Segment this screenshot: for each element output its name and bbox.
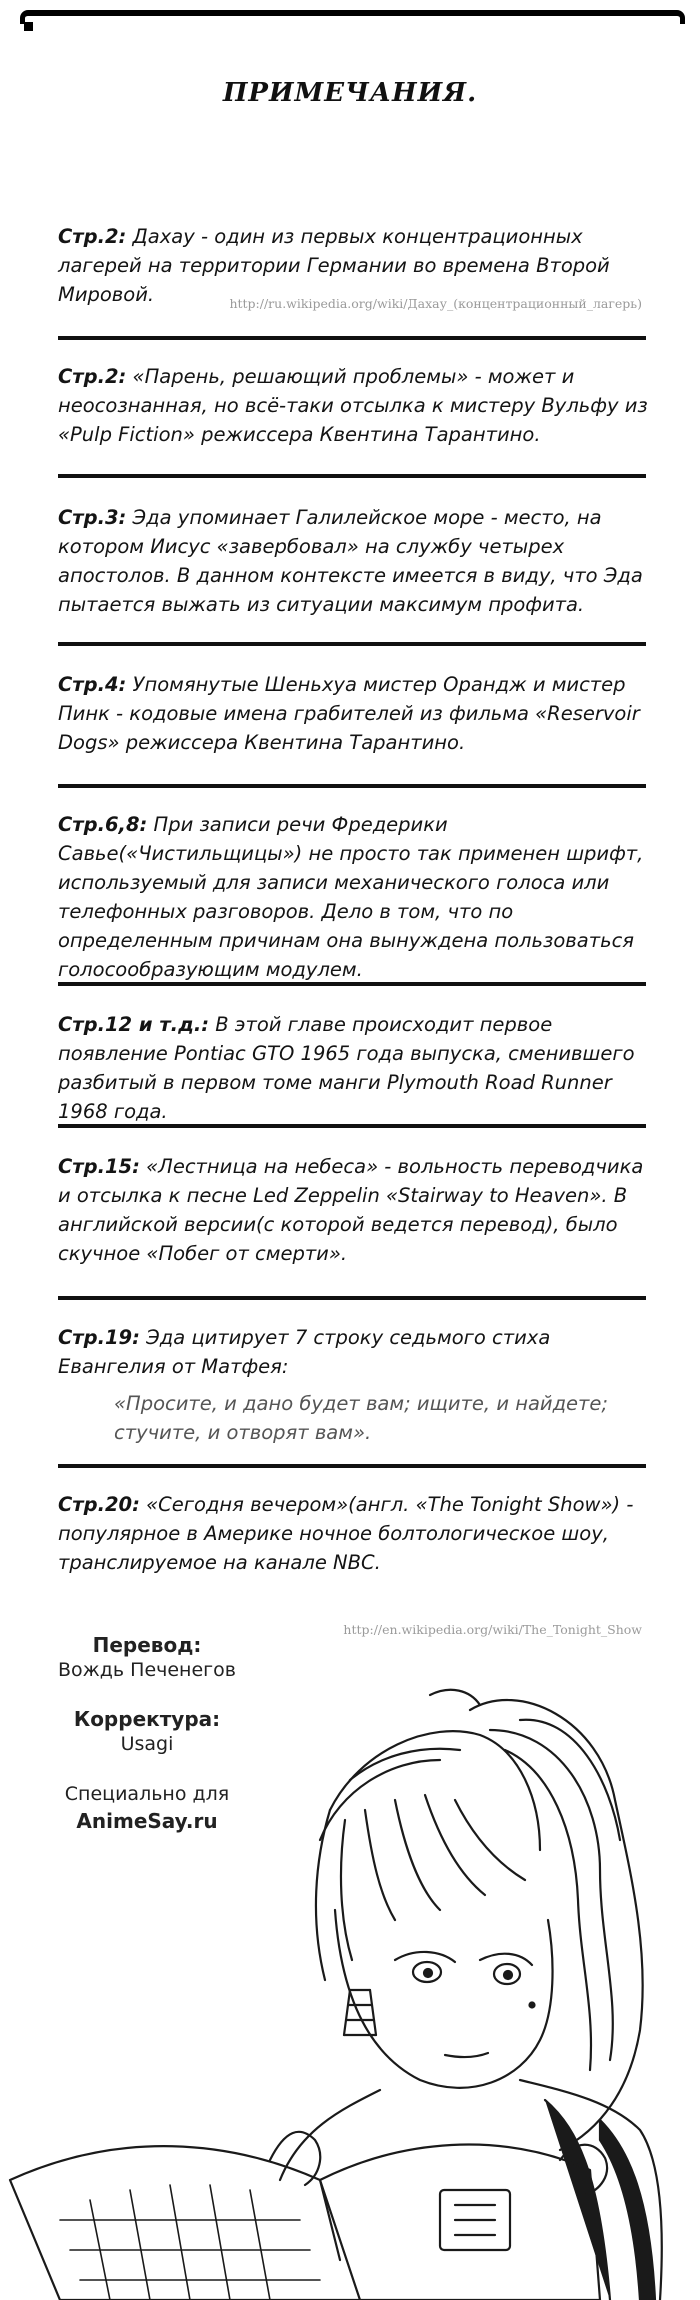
separator <box>58 1124 646 1128</box>
special-for-label: Специально для <box>64 1783 230 1805</box>
face <box>335 1910 553 2088</box>
note-ref: Стр.2: <box>58 225 127 248</box>
separator <box>58 336 646 340</box>
note-text: «Сегодня вечером»(англ. «The Tonight Show») - популярное в Америке ночное болтологическое шоу, транслируемое на канале NBC. <box>58 1493 634 1574</box>
page-title: ПРИМЕЧАНИЯ. <box>222 78 478 108</box>
note-8 <box>58 1323 658 1447</box>
separator <box>58 982 646 986</box>
note-text: «Лестница на небеса» - вольность переводчика и отсылка к песне Led Zeppelin «Stairway to Heaven». В английской версии(с которой ведется перевод), было скучное «Побег от смерти». <box>58 1155 644 1265</box>
note-ref: Стр.20: <box>58 1493 140 1516</box>
separator <box>58 474 646 478</box>
proofreading-label: Корректура: <box>73 1707 221 1731</box>
note-2 <box>58 362 658 449</box>
manga-illustration <box>0 1660 700 2300</box>
note-3 <box>58 503 658 619</box>
separator <box>58 642 646 646</box>
note-text: При записи речи Фредерики Савье(«Чистильщицы») не просто так применен шрифт, используемый для записи механического голоса или телефонных разговоров. Дело в том, что по определенным причинам она вынуждена пользоваться голосообразующим модулем. <box>58 813 644 981</box>
separator <box>58 1464 646 1468</box>
note-ref: Стр.3: <box>58 506 127 529</box>
translation-label: Перевод: <box>92 1633 202 1657</box>
note-ref: Стр.15: <box>58 1155 140 1178</box>
ponytail <box>470 1700 643 2150</box>
note-ref: Стр.6,8: <box>58 813 148 836</box>
corner-mark <box>24 22 33 31</box>
note-text: В этой главе происходит первое появление Pontiac GTO 1965 года выпуска, сменившего разбитый в первом томе манги Plymouth Road Runner 1968 года. <box>58 1013 635 1123</box>
note-6 <box>58 1010 658 1126</box>
top-frame-border <box>20 10 685 24</box>
newspaper <box>10 2146 360 2300</box>
note-ref: Стр.2: <box>58 365 127 388</box>
site-name[interactable]: AnimeSay.ru <box>76 1809 218 1833</box>
gospel-quote: «Просите, и дано будет вам; ищите, и найдете; стучите, и отворят вам». <box>114 1392 608 1444</box>
note-text: Упомянутые Шеньхуа мистер Орандж и мистер Пинк - кодовые имена грабителей из фильма «Reservoir Dogs» режиссера Квентина Тарантино. <box>58 673 640 754</box>
note-text: «Парень, решающий проблемы» - может и неосознанная, но всё-таки отсылка к мистеру Вульфу из «Pulp Fiction» режиссера Квентина Тарантино. <box>58 365 648 446</box>
note-9 <box>58 1490 658 1577</box>
note-text: Эда цитирует 7 строку седьмого стиха Евангелия от Матфея: <box>58 1326 551 1378</box>
note-7 <box>58 1152 658 1268</box>
jacket <box>280 2090 380 2180</box>
wiki-link-tonight-show[interactable]: http://en.wikipedia.org/wiki/The_Tonight_Show <box>343 1622 642 1637</box>
proofreader-name: Usagi <box>120 1733 174 1755</box>
wiki-link-dachau[interactable]: http://ru.wikipedia.org/wiki/Дахау_(концентрационный_лагерь) <box>229 296 642 311</box>
note-4 <box>58 670 658 757</box>
separator <box>58 1296 646 1300</box>
translator-name: Вождь Печенегов <box>58 1659 236 1681</box>
note-text: Эда упоминает Галилейское море - место, на котором Иисус «завербовал» на службу четырех апостолов. В данном контексте имеется в виду, что Эда пытается выжать из ситуации максимум профита. <box>58 506 643 616</box>
note-ref: Стр.19: <box>58 1326 140 1349</box>
note-5 <box>58 810 658 984</box>
note-ref: Стр.12 и т.д.: <box>58 1013 210 1036</box>
separator <box>58 784 646 788</box>
note-ref: Стр.4: <box>58 673 127 696</box>
note-text: Дахау - один из первых концентрационных лагерей на территории Германии во времена Второй Мировой. <box>58 225 610 306</box>
